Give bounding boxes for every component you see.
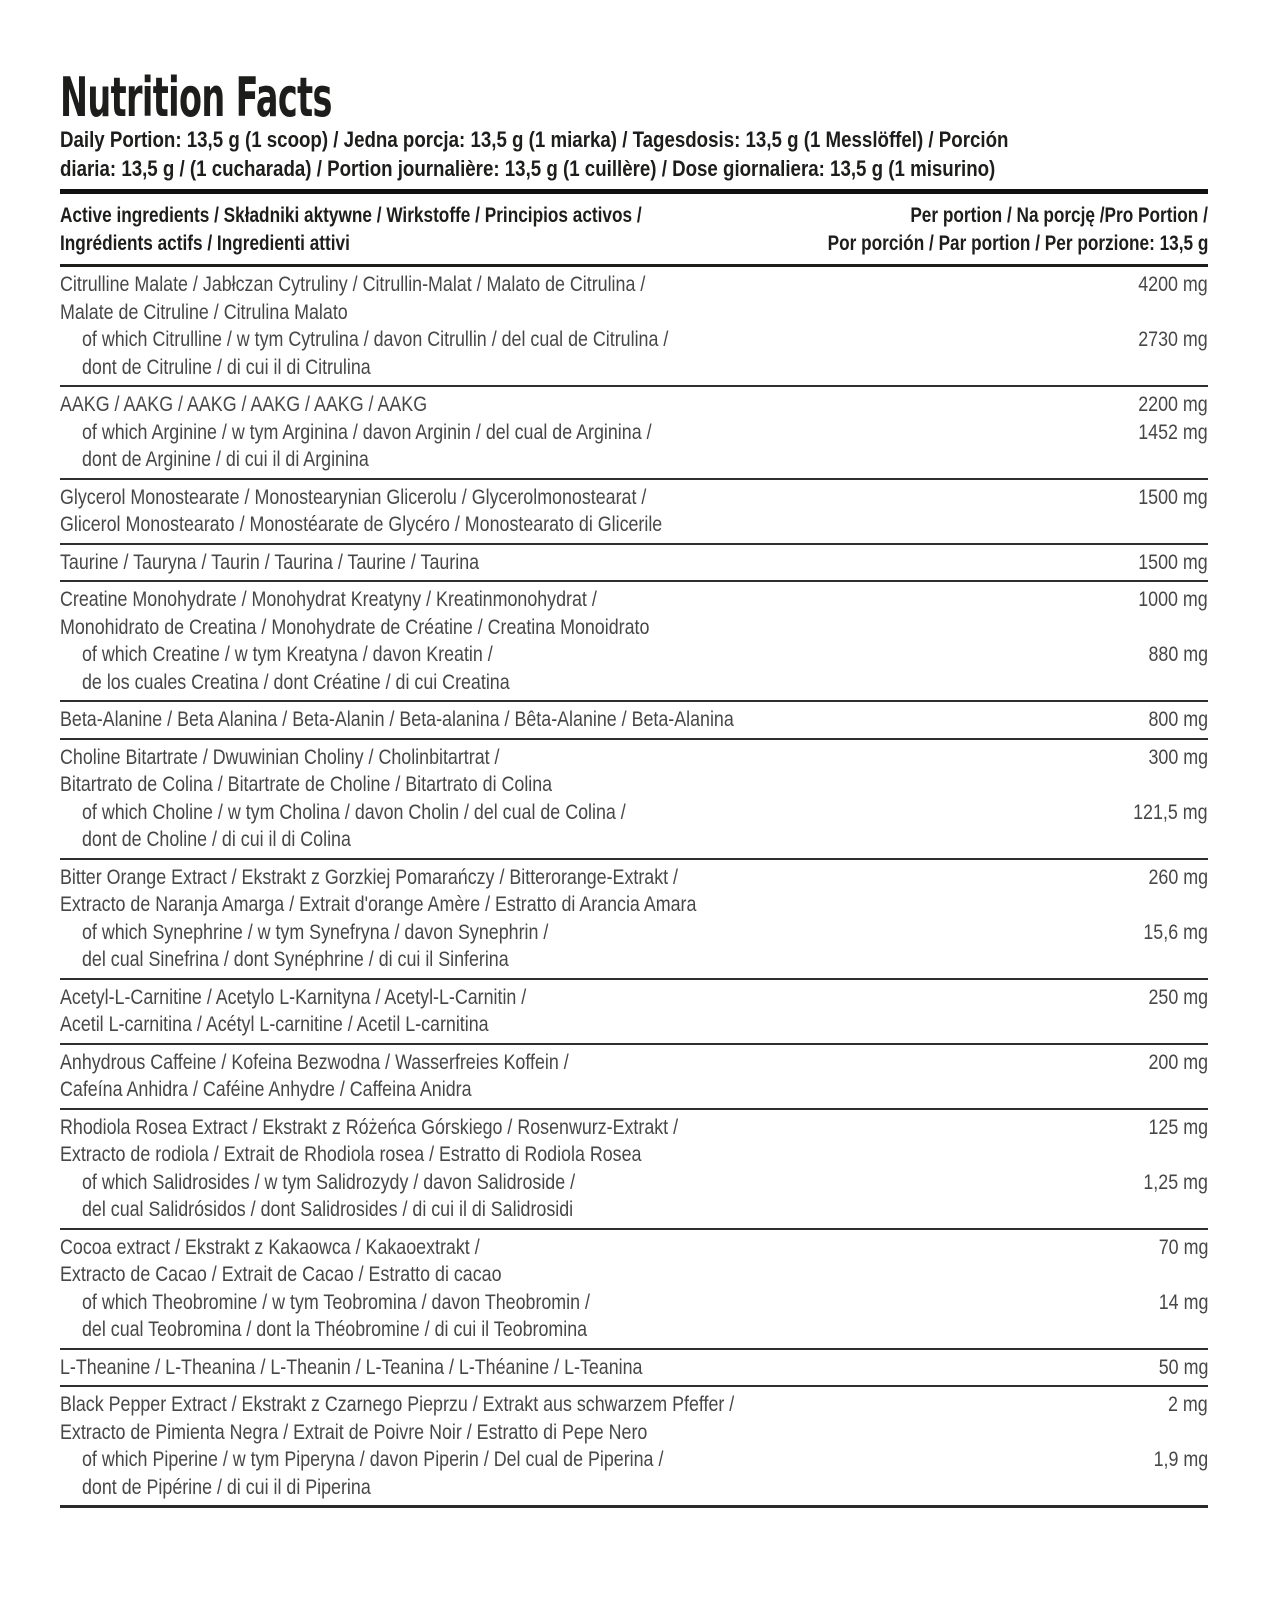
ingredient-text: Beta-Alanine / Beta Alanina / Beta-Alanin / Beta-alanina / Bêta-Alanine / Beta-Alanina [60, 708, 734, 731]
column-header-ingredients: Active ingredients / Składniki aktywne / Wirkstoffe / Principios activos / Ingrédients actifs / Ingredienti attivi [60, 204, 642, 255]
ingredient-text: Taurine / Tauryna / Taurin / Taurina / Taurine / Taurina [60, 550, 480, 574]
ingredient-text: Bitartrato de Colina / Bitartrate de Choline / Bitartrato di Colina [60, 773, 553, 796]
ingredient-line [60, 946, 1208, 974]
ingredient-line [60, 1169, 1208, 1197]
ingredient-line [60, 511, 1208, 539]
amount-text: 1500 mg [1138, 550, 1208, 574]
ingredient-text: dont de Pipérine / di cui il di Piperina [82, 1475, 371, 1499]
amount-text: 1500 mg [1138, 485, 1208, 509]
ingredient-line [60, 744, 1208, 772]
ingredient-text: Anhydrous Caffeine / Kofeina Bezwodna / Wasserfreies Koffein / [60, 1050, 569, 1074]
ingredient-text: Rhodiola Rosea Extract / Ekstrakt z Różeńca Górskiego / Rosenwurz-Extrakt / [60, 1115, 679, 1139]
ingredient-line [60, 669, 1208, 697]
ingredient-line [60, 484, 1208, 512]
ingredient-text: Glicerol Monostearato / Monostéarate de Glycéro / Monostearato di Glicerile [60, 513, 663, 536]
ingredient-line [60, 391, 1208, 419]
daily-portion [60, 125, 1208, 183]
ingredient-line [60, 891, 1208, 919]
ingredient-text: of which Arginine / w tym Arginina / davon Arginin / del cual de Arginina / [82, 420, 652, 444]
amount-text: 15,6 mg [1143, 920, 1208, 944]
amount-text: 260 mg [1148, 865, 1208, 889]
table-row [60, 582, 1208, 700]
ingredient-line [60, 1114, 1208, 1142]
ingredient-text: Cafeína Anhidra / Caféine Anhydre / Caffeina Anidra [60, 1078, 472, 1101]
column-header-per-portion: Per portion / Na porcję /Pro Portion / Por porción / Par portion / Per porzione: 13,5 g [827, 204, 1208, 255]
ingredient-line [60, 1196, 1208, 1224]
ingredient-text: Black Pepper Extract / Ekstrakt z Czarnego Pieprzu / Extrakt aus schwarzem Pfeffer / [60, 1393, 735, 1416]
table-row [60, 1110, 1208, 1228]
ingredient-line [60, 1354, 1208, 1382]
amount-text: 880 mg [1148, 643, 1208, 666]
amount-text: 800 mg [1148, 708, 1208, 731]
ingredient-line [60, 1234, 1208, 1262]
daily-portion-line: Daily Portion: 13,5 g (1 scoop) / Jedna porcja: 13,5 g (1 miarka) / Tagesdosis: 13,5 g (1 Messlöffel) / Porción [60, 127, 1009, 152]
ingredient-text: of which Synephrine / w tym Synefryna / davon Synephrin / [82, 920, 549, 944]
table-row [60, 1045, 1208, 1108]
table-row [60, 480, 1208, 543]
ingredients-table [60, 267, 1208, 1505]
amount-text: 70 mg [1158, 1235, 1208, 1259]
ingredient-line [60, 1289, 1208, 1317]
ingredient-text: L-Theanine / L-Theanina / L-Theanin / L-Teanina / L-Théanine / L-Teanina [60, 1355, 643, 1379]
ingredient-line [60, 826, 1208, 854]
ingredient-text: AAKG / AAKG / AAKG / AAKG / AAKG / AAKG [60, 393, 428, 416]
amount-text: 1000 mg [1138, 588, 1208, 611]
amount-text: 4200 mg [1138, 273, 1208, 296]
amount-text: 121,5 mg [1133, 800, 1208, 824]
ingredient-line [60, 1391, 1208, 1419]
ingredient-text: Acetil L-carnitina / Acétyl L-carnitine / Acetil L-carnitina [60, 1013, 489, 1036]
ingredient-text: of which Salidrosides / w tym Salidrozydy / davon Salidroside / [82, 1170, 576, 1194]
ingredient-line [60, 984, 1208, 1012]
ingredient-line [60, 771, 1208, 799]
ingredient-text: Citrulline Malate / Jabłczan Cytruliny / Citrullin-Malat / Malato de Citrulina / [60, 273, 646, 296]
ingredient-line [60, 1049, 1208, 1077]
ingredient-text: Monohidrato de Creatina / Monohydrate de Créatine / Creatina Monoidrato [60, 615, 650, 639]
ingredient-line [60, 614, 1208, 642]
ingredient-line [60, 864, 1208, 892]
amount-text: 125 mg [1148, 1115, 1208, 1139]
ingredient-text: Extracto de rodiola / Extrait de Rhodiola rosea / Estratto di Rodiola Rosea [60, 1143, 642, 1166]
ingredient-text: dont de Citruline / di cui il di Citrulina [82, 355, 371, 379]
ingredient-line [60, 326, 1208, 354]
column-headers [60, 194, 1208, 264]
amount-text: 1452 mg [1138, 420, 1208, 444]
amount-text: 14 mg [1158, 1290, 1208, 1314]
ingredient-text: Extracto de Cacao / Extrait de Cacao / Estratto di cacao [60, 1263, 502, 1286]
ingredient-text: Creatine Monohydrate / Monohydrat Kreatyny / Kreatinmonohydrat / [60, 588, 597, 611]
ingredient-text: of which Choline / w tym Cholina / davon Cholin / del cual de Colina / [82, 800, 626, 824]
ingredient-text: Glycerol Monostearate / Monostearynian Glicerolu / Glycerolmonostearat / [60, 485, 647, 509]
ingredient-line [60, 586, 1208, 614]
ingredient-text: of which Citrulline / w tym Cytrulina / davon Citrullin / del cual de Citrulina / [82, 328, 669, 351]
ingredient-line [60, 446, 1208, 474]
table-row [60, 860, 1208, 978]
table-row [60, 702, 1208, 738]
ingredient-line [60, 1474, 1208, 1502]
ingredient-line [60, 1011, 1208, 1039]
nutrition-label [60, 0, 1208, 1508]
ingredient-text: del cual Salidrósidos / dont Salidrosides / di cui il di Salidrosidi [82, 1198, 574, 1221]
daily-portion-line: diaria: 13,5 g / (1 cucharada) / Portion journalière: 13,5 g (1 cuillère) / Dose giornaliera: 13,5 g (1 misurino) [60, 156, 996, 181]
ingredient-text: dont de Arginine / di cui il di Arginina [82, 448, 369, 471]
ingredient-line [60, 1446, 1208, 1474]
ingredient-text: Malate de Citruline / Citrulina Malato [60, 300, 348, 324]
ingredient-line [60, 1316, 1208, 1344]
ingredient-text: Bitter Orange Extract / Ekstrakt z Gorzkiej Pomarańczy / Bitterorange-Extrakt / [60, 865, 679, 889]
table-row [60, 980, 1208, 1043]
table-row [60, 387, 1208, 478]
ingredient-text: dont de Choline / di cui il di Colina [82, 828, 351, 851]
amount-text: 50 mg [1158, 1355, 1208, 1379]
ingredient-text: Choline Bitartrate / Dwuwinian Choliny / Cholinbitartrat / [60, 745, 500, 769]
ingredient-line [60, 419, 1208, 447]
amount-text: 250 mg [1148, 985, 1208, 1009]
table-row [60, 1350, 1208, 1386]
ingredient-line [60, 1141, 1208, 1169]
ingredient-line [60, 549, 1208, 577]
ingredient-text: del cual Sinefrina / dont Synéphrine / di cui il Sinferina [82, 948, 509, 971]
page-title: Nutrition Facts [60, 66, 332, 129]
ingredient-line [60, 354, 1208, 382]
amount-text: 1,9 mg [1153, 1448, 1208, 1471]
table-row [60, 1230, 1208, 1348]
amount-text: 2730 mg [1138, 328, 1208, 351]
table-row [60, 545, 1208, 581]
ingredient-text: of which Theobromine / w tym Teobromina / davon Theobromin / [82, 1290, 590, 1314]
amount-text: 300 mg [1148, 745, 1208, 769]
amount-text: 200 mg [1148, 1050, 1208, 1074]
ingredient-text: of which Piperine / w tym Piperyna / davon Piperin / Del cual de Piperina / [82, 1448, 664, 1471]
ingredient-line [60, 271, 1208, 299]
ingredient-text: Extracto de Pimienta Negra / Extrait de Poivre Noir / Estratto di Pepe Nero [60, 1420, 648, 1444]
ingredient-text: Extracto de Naranja Amarga / Extrait d'orange Amère / Estratto di Arancia Amara [60, 893, 697, 916]
amount-text: 2 mg [1168, 1393, 1208, 1416]
ingredient-line [60, 1261, 1208, 1289]
ingredient-text: de los cuales Creatina / dont Créatine / di cui Creatina [82, 670, 510, 694]
table-row [60, 1387, 1208, 1505]
table-row [60, 740, 1208, 858]
amount-text: 1,25 mg [1143, 1170, 1208, 1194]
ingredient-line [60, 641, 1208, 669]
ingredient-line [60, 919, 1208, 947]
table-row [60, 267, 1208, 385]
table-bottom-rule [60, 1505, 1208, 1508]
ingredient-line [60, 1419, 1208, 1447]
ingredient-line [60, 706, 1208, 734]
ingredient-text: del cual Teobromina / dont la Théobromine / di cui il Teobromina [82, 1318, 588, 1341]
ingredient-line [60, 799, 1208, 827]
ingredient-line [60, 299, 1208, 327]
amount-text: 2200 mg [1138, 393, 1208, 416]
ingredient-text: Acetyl-L-Carnitine / Acetylo L-Karnityna / Acetyl-L-Carnitin / [60, 985, 527, 1009]
ingredient-text: of which Creatine / w tym Kreatyna / davon Kreatin / [82, 643, 493, 666]
ingredient-text: Cocoa extract / Ekstrakt z Kakaowca / Kakaoextrakt / [60, 1235, 480, 1259]
ingredient-line [60, 1076, 1208, 1104]
